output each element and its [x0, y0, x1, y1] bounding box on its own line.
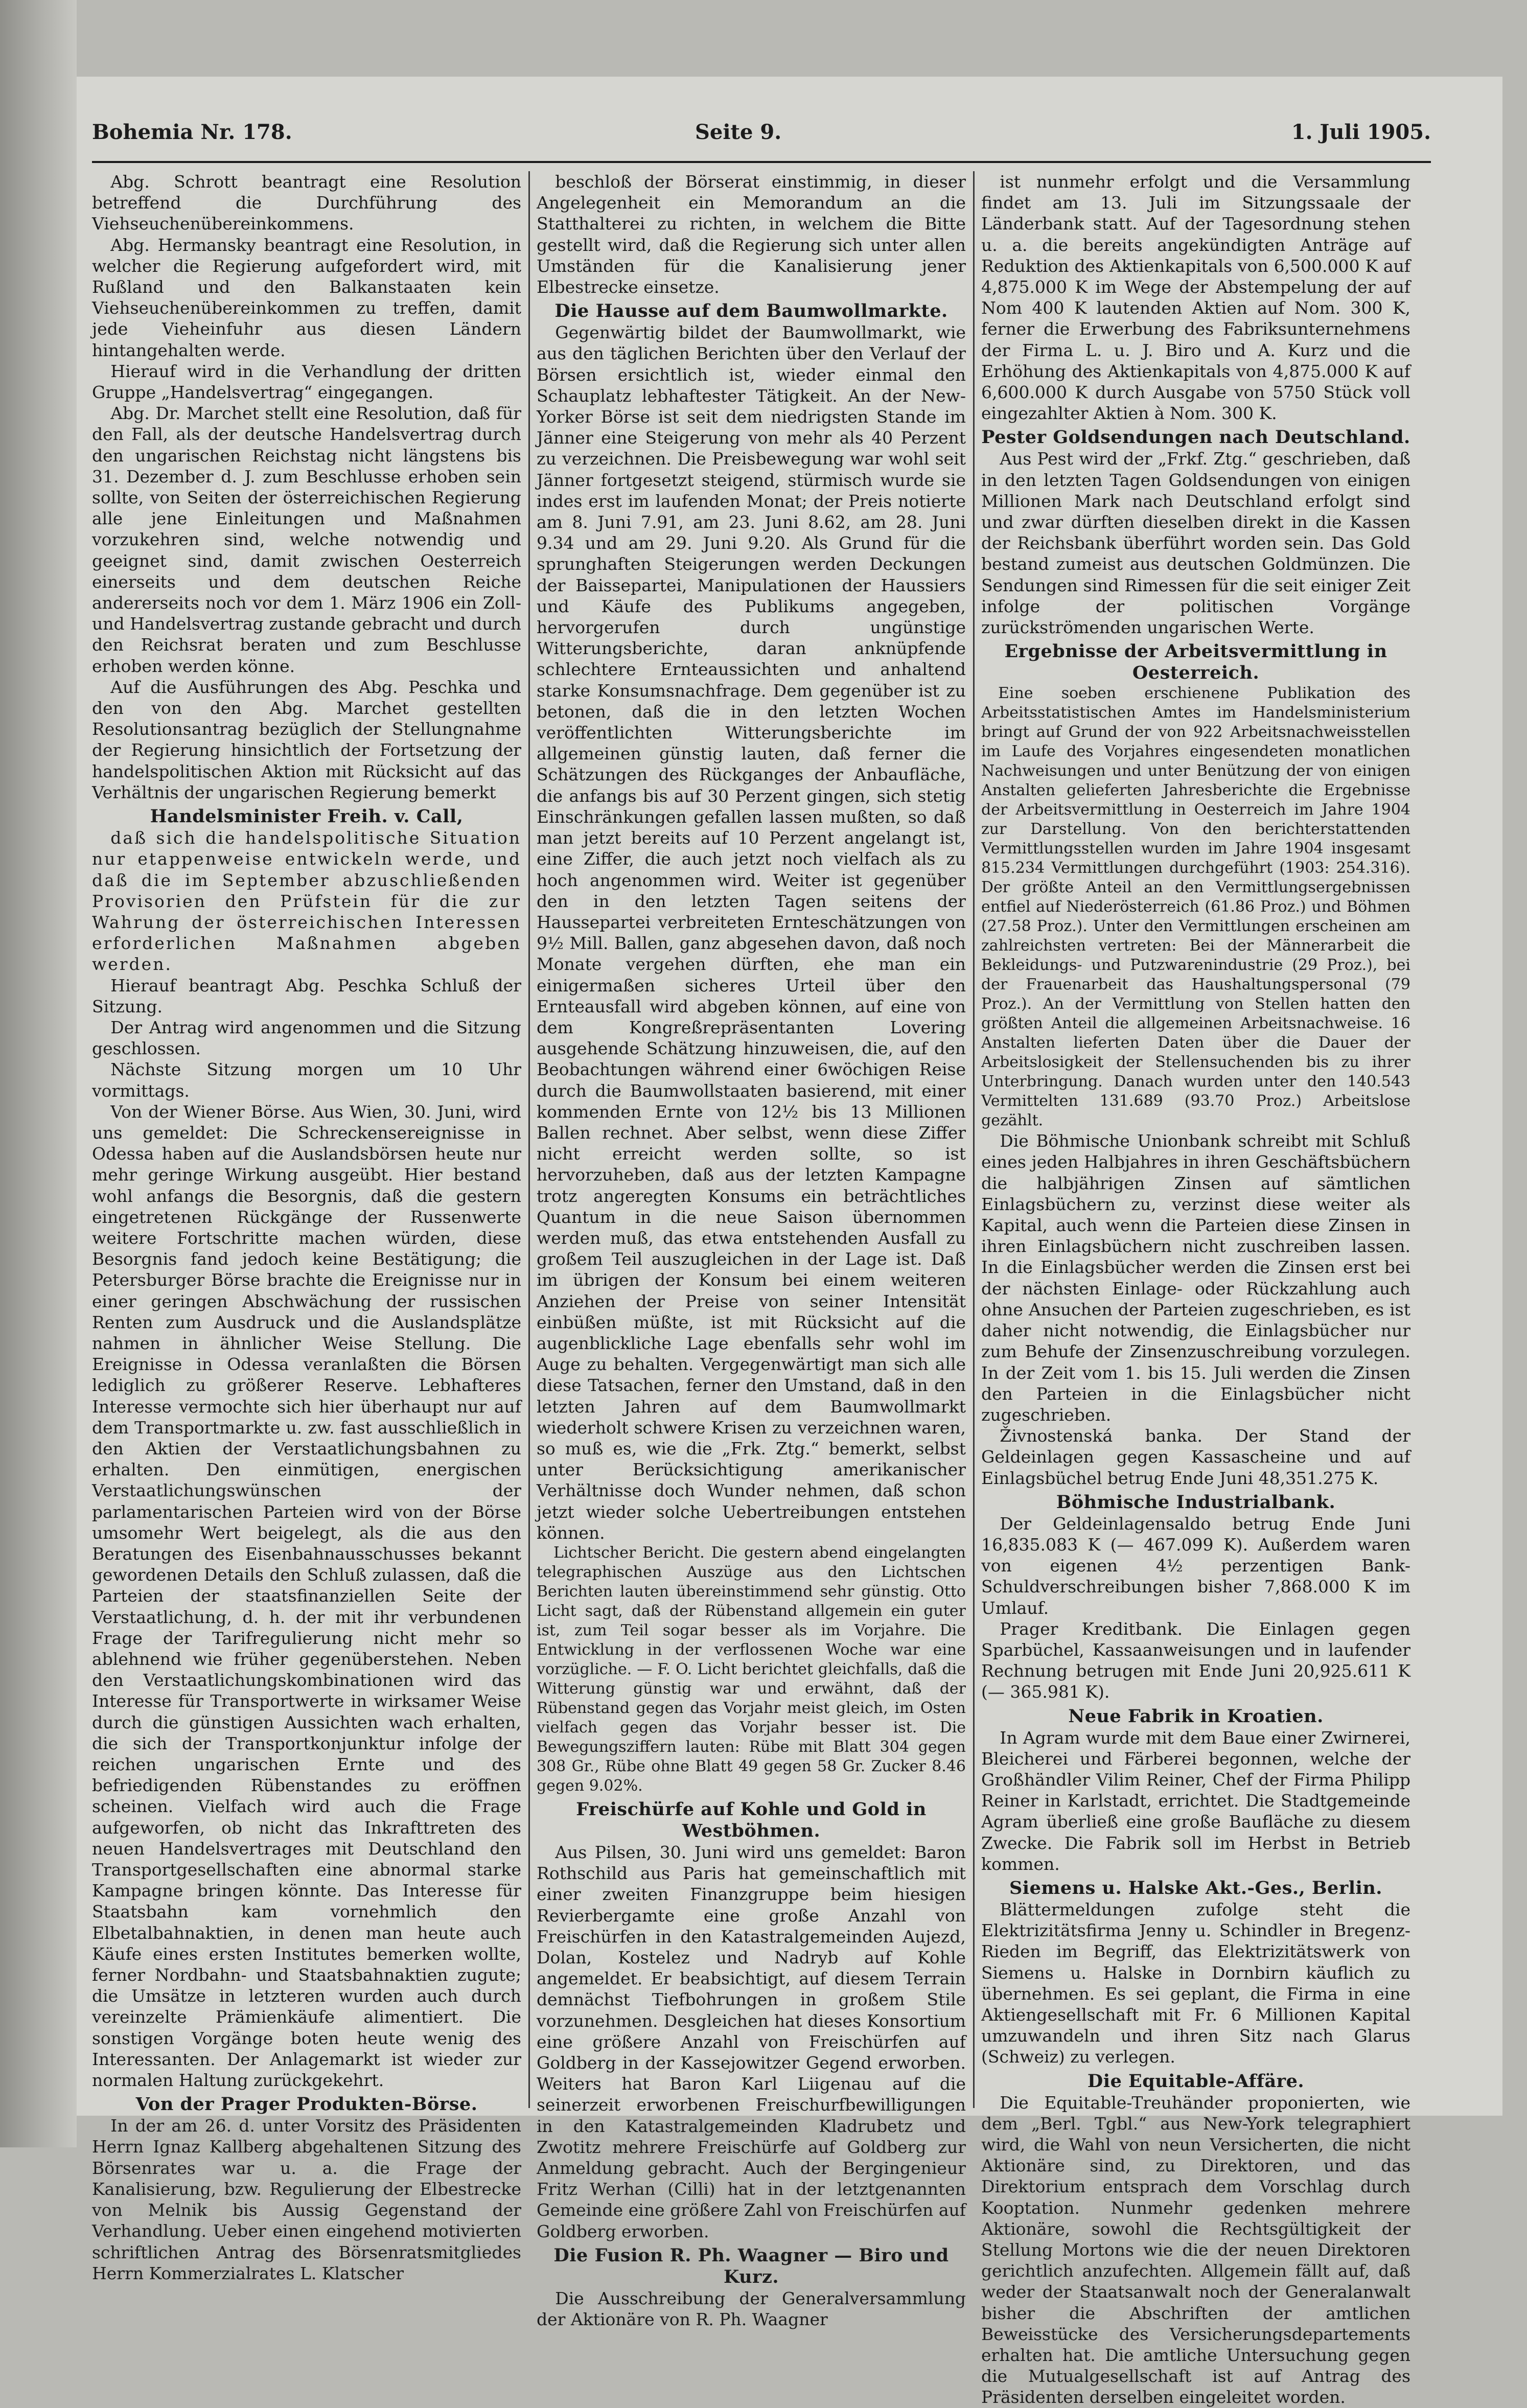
column-divider	[528, 171, 530, 2108]
article-paragraph: Abg. Hermansky beantragt eine Resolution, in welcher die Regierung aufgefordert wird, mit Rußland und den Balkanstaaten kein Viehseuchenübereinkommen zu treffen, damit jede Vieheinfuhr aus diesen Ländern hintangehalten werde.	[92, 235, 521, 360]
article-paragraph: Hierauf beantragt Abg. Peschka Schluß der Sitzung.	[92, 975, 521, 1016]
article-paragraph: Eine soeben erschienene Publikation des Arbeitsstatistischen Amtes im Handelsministerium bringt auf Grund der von 922 Arbeitsnachweisstellen im Laufe des Vorjahres eingesendeten monatlichen Nachweisungen und unter Benützung der von einigen Anstalten gelieferten Jahresberichte die Ergebnisse der Arbeitsvermittlung in Oesterreich im Jahre 1904 zur Darstellung. Von den berichterstattenden Vermittlungsstellen wurden im Jahre 1904 insgesamt 815.234 Vermittlungen durchgeführt (1903: 254.316). Der größte Anteil an den Vermittlungsergebnissen entfiel auf Niederösterreich (61.86 Proz.) und Böhmen (27.58 Proz.). Unter den Vermittlungen erscheinen am zahlreichsten vertreten: Bei der Männerarbeit die Bekleidungs- und Putzwarenindustrie (29 Proz.), bei der Frauenarbeit das Haushaltungspersonal (79 Proz.). An der Vermittlung von Stellen hatten den größten Anteil die allgemeinen Arbeitsnachweise. 16 Anstalten lieferten Daten über die Dauer der Arbeitslosigkeit der Stellensuchenden bis zu ihrer Unterbringung. Danach wurden unter den 140.543 Vermittelten 131.689 (93.70 Proz.) Arbeitslose gezählt.	[981, 684, 1410, 1130]
issue-date: 1. Juli 1905.	[1291, 120, 1431, 144]
column-1	[92, 171, 521, 2283]
article-paragraph: Von der Wiener Börse. Aus Wien, 30. Juni, wird uns gemeldet: Die Schreckensereignisse in Odessa haben auf die Auslandsbörsen heute nur mehr geringe Wirkung ausgeübt. Hier bestand wohl anfangs die Besorgnis, daß die gestern eingetretenen Rückgänge der Russenwerte weitere Fortschritte machen würden, diese Besorgnis fand jedoch keine Bestätigung; die Petersburger Börse brachte die Ereignisse nur in einer geringen Abschwächung der russischen Renten zum Ausdruck und die Auslandsplätze nahmen in ähnlicher Weise Stellung. Die Ereignisse in Odessa veranlaßten die Börsen lediglich zu größerer Reserve. Lebhafteres Interesse vermochte sich hier überhaupt nur auf dem Transportmarkte u. zw. fast ausschließlich in den Aktien der Verstaatlichungsbahnen zu erhalten. Den einmütigen, energischen Verstaatlichungswünschen der parlamentarischen Parteien wird von der Börse umsomehr Wert beigelegt, als die aus den Beratungen des Eisenbahnausschusses bekannt gewordenen Details den Schluß zulassen, daß die Parteien der staatsfinanziellen Seite der Verstaatlichung, d. h. der mit ihr verbundenen Frage der Tarifregulierung nicht mehr so ablehnend wie früher gegenüberstehen. Neben den Verstaatlichungskombinationen wird das Interesse für Transportwerte in wirksamer Weise durch die günstigen Aussichten wach erhalten, die sich der Transportkonjunktur infolge der reichen ungarischen Ernte und des befriedigenden Rübenstandes zu eröffnen scheinen. Vielfach wird auch die Frage aufgeworfen, ob nicht das Inkrafttreten des neuen Handelsvertrages mit Deutschland den Transportgesellschaften eine abnormal starke Kampagne bringen könnte. Das Interesse für Staatsbahn kam vornehmlich den Elbetalbahnaktien, in denen man heute auch Käufe eines ersten Institutes bemerken wollte, ferner Nordbahn- und Staatsbahnaktien zugute; die Umsätze in letzteren wurden auch durch vereinzelte Prämienkäufe alimentiert. Die sonstigen Vorgänge boten heute wenig des Interessanten. Der Anlagemarkt ist wieder zur normalen Haltung zurückgekehrt.	[92, 1101, 521, 2091]
article-paragraph: Prager Kreditbank. Die Einlagen gegen Sparbüchel, Kassaanweisungen und in laufender Rechnung betrugen mit Ende Juni 20,925.611 K (— 365.981 K).	[981, 1618, 1410, 1702]
article-paragraph: beschloß der Börserat einstimmig, in dieser Angelegenheit ein Memorandum an die Statthalterei zu richten, in welchem die Bitte gestellt wird, daß die Regierung sich unter allen Umständen für die Kanalisierung jener Elbestrecke einsetze.	[537, 172, 966, 297]
section-heading: Böhmische Industrialbank.	[1056, 1491, 1336, 1513]
article-paragraph: daß sich die handelspolitische Situation nur etappenweise entwickeln werde, und daß die im September abzuschließenden Provisorien den Prüfstein für die zur Wahrung der österreichischen Interessen erforderlichen Maßnahmen abgeben werden.	[92, 828, 521, 975]
article-paragraph: Blättermeldungen zufolge steht die Elektrizitätsfirma Jenny u. Schindler in Bregenz-Rieden im Begriff, das Elektrizitätswerk von Siemens u. Halske in Dornbirn käuflich zu übernehmen. Es sei geplant, die Firma in eine Aktiengesellschaft mit Fr. 6 Millionen Kapital umzuwandeln und ihren Sitz nach Glarus (Schweiz) zu verlegen.	[981, 1899, 1410, 2067]
column-2	[537, 171, 966, 2330]
article-paragraph: Die Ausschreibung der Generalversammlung der Aktionäre von R. Ph. Waagner	[537, 2288, 966, 2330]
article-paragraph: Aus Pest wird der „Frkf. Ztg.“ geschrieben, daß in den letzten Tagen Goldsendungen von einigen Millionen Mark nach Deutschland erfolgt sind und zwar dürften dieselben direkt in die Kassen der Reichsbank überführt worden sein. Das Gold bestand zumeist aus deutschen Goldmünzen. Die Sendungen sind Rimessen für die seit einiger Zeit infolge der politischen Vorgänge zurückströmenden ungarischen Werte.	[981, 449, 1410, 638]
page-header	[92, 120, 1431, 156]
column-divider	[973, 171, 975, 2108]
article-paragraph: Die Equitable-Treuhänder proponierten, wie dem „Berl. Tgbl.“ aus New-York telegraphiert wird, die Wahl von neun Versicherten, die nicht Aktionäre sind, zu Direktoren, und das Direktorium entsprach dem Vorschlag durch Kooptation. Nunmehr gedenken mehrere Aktionäre, sowohl die Rechtsgültigkeit der Stellung Mortons wie die der neuen Direktoren gerichtlich anzufechten. Allgemein fällt auf, daß weder der Staatsanwalt noch der Generalanwalt bisher die Abschriften der amtlichen Beweisstücke des Versicherungsdepartements erhalten hat. Die amtliche Untersuchung gegen die Mutualgesellschaft ist auf Antrag des Präsidenten derselben eingeleitet worden.	[981, 2092, 1410, 2407]
article-paragraph: Živnostenská banka. Der Stand der Geldeinlagen gegen Kassascheine und auf Einlagsbüchel betrug Ende Juni 48,351.275 K.	[981, 1426, 1410, 1488]
speaker-heading: Handelsminister Freih. v. Call,	[150, 806, 464, 827]
article-paragraph: Nächste Sitzung morgen um 10 Uhr vormittags.	[92, 1059, 521, 1101]
article-paragraph: In Agram wurde mit dem Baue einer Zwirnerei, Bleicherei und Färberei begonnen, welche der Großhändler Vilim Reiner, Chef der Firma Philipp Reiner in Karlstadt, errichtet. Die Stadtgemeinde Agram überließ eine große Baufläche zu diesem Zwecke. Die Fabrik soll im Herbst in Betrieb kommen.	[981, 1727, 1410, 1874]
newspaper-issue: Bohemia Nr. 178.	[92, 120, 292, 144]
book-binding-edge	[0, 0, 77, 2147]
article-paragraph: Die Böhmische Unionbank schreibt mit Schluß eines jeden Halbjahres in ihren Geschäftsbüchern die halbjährigen Zinsen auf sämtlichen Einlagsbüchern zu, verzinst diese weiter als Kapital, auch wenn die Parteien diese Zinsen in ihren Einlagsbüchern nicht zuschreiben lassen. In die Einlagsbücher werden die Zinsen erst bei der nächsten Einlage- oder Rückzahlung auch ohne Ansuchen der Parteien zugeschrieben, es ist daher nicht notwendig, die Einlagsbücher nur zum Behufe der Zinsenzuschreibung vorzulegen. In der Zeit vom 1. bis 15. Juli werden die Zinsen den Parteien in die Einlagsbücher nicht zugeschrieben.	[981, 1131, 1410, 1425]
article-paragraph: Abg. Dr. Marchet stellt eine Resolution, daß für den Fall, als der deutsche Handelsvertrag durch den ungarischen Reichstag nicht längstens bis 31. Dezember d. J. zum Beschlusse erhoben sein sollte, von Seiten der österreichischen Regierung alle jene Einleitungen und Maßnahmen vorzukehren sind, welche notwendig und geeignet sind, damit zwischen Oesterreich einerseits und dem deutschen Reiche andererseits noch vor dem 1. März 1906 ein Zoll- und Handelsvertrag zustande gebracht und durch den Reichsrat beraten und zum Beschlusse erhoben werden könne.	[92, 403, 521, 676]
newspaper-page	[77, 77, 1502, 2407]
article-paragraph: Aus Pilsen, 30. Juni wird uns gemeldet: Baron Rothschild aus Paris hat gemeinschaftlich mit einer zweiten Finanzgruppe beim hiesigen Revierbergamte eine große Anzahl von Freischürfen in den Katastralgemeinden Aujezd, Dolan, Kostelez und Nadryb auf Kohle angemeldet. Er beabsichtigt, auf diesem Terrain demnächst Tiefbohrungen in großem Stile vorzunehmen. Desgleichen hat dieses Konsortium eine größere Anzahl von Freischürfen auf Goldberg in der Kassejowitzer Gegend erworben. Weiters hat Baron Karl Liigenau auf die seinerzeit erworbenen Freischurfbewilligungen in den Katastralgemeinden Kladrubetz und Zwotitz mehrere Freischürfe auf Goldberg zur Anmeldung gebracht. Auch der Bergingenieur Fritz Werhan (Cilli) hat in der letztgenannten Gemeinde eine größere Zahl von Freischürfen auf Goldberg erworben.	[537, 1842, 966, 2241]
page-number: Seite 9.	[695, 120, 782, 144]
section-heading: Neue Fabrik in Kroatien.	[1068, 1705, 1324, 1727]
section-heading: Die Hausse auf dem Baumwollmarkte.	[554, 300, 948, 322]
article-paragraph: Abg. Schrott beantragt eine Resolution betreffend die Durchführung des Viehseuchenübereinkommens.	[92, 172, 521, 234]
section-heading: Freischürfe auf Kohle und Gold in Westböhmen.	[576, 1799, 927, 1841]
section-heading: Pester Goldsendungen nach Deutschland.	[981, 427, 1410, 448]
header-rule	[92, 161, 1431, 163]
article-paragraph: Der Geldeinlagensaldo betrug Ende Juni 16,835.083 K (— 467.099 K). Außerdem waren von eigenen 4½ perzentigen Bank-Schuldverschreibungen bisher 7,868.000 K im Umlauf.	[981, 1513, 1410, 1618]
section-heading: Die Equitable-Affäre.	[1087, 2070, 1305, 2092]
section-heading: Ergebnisse der Arbeitsvermittlung in Oesterreich.	[1004, 641, 1387, 684]
article-paragraph: Auf die Ausführungen des Abg. Peschka und den von den Abg. Marchet gestellten Resolutionsantrag bezüglich der Stellungnahme der Regierung hinsichtlich der Fortsetzung der handelspolitischen Aktion mit Rücksicht auf das Verhältnis der ungarischen Regierung bemerkt	[92, 677, 521, 802]
column-3	[981, 171, 1410, 2407]
article-paragraph: In der am 26. d. unter Vorsitz des Präsidenten Herrn Ignaz Kallberg abgehaltenen Sitzung des Börsenrates war u. a. die Frage der Kanalisierung, bzw. Regulierung der Elbestrecke von Melnik bis Aussig Gegenstand der Verhandlung. Ueber einen eingehend motivierten schriftlichen Antrag des Börsenratsmitgliedes Herrn Kommerzialrates L. Klatscher	[92, 2116, 521, 2283]
section-heading: Von der Prager Produkten-Börse.	[135, 2094, 478, 2115]
article-paragraph: Hierauf wird in die Verhandlung der dritten Gruppe „Handelsvertrag“ eingegangen.	[92, 361, 521, 403]
section-heading: Die Fusion R. Ph. Waagner — Biro und Kurz.	[553, 2244, 949, 2287]
article-paragraph: Gegenwärtig bildet der Baumwollmarkt, wie aus den täglichen Berichten über den Verlauf der Börsen ersichtlich ist, wieder einmal den Schauplatz lebhaftester Tätigkeit. An der New-Yorker Börse ist seit dem niedrigsten Stande im Jänner eine Steigerung von mehr als 40 Perzent zu verzeichnen. Die Preisbewegung war wohl seit Jänner fortgesetzt steigend, stürmisch wurde sie indes erst im laufenden Monat; der Preis notierte am 8. Juni 7.91, am 23. Juni 8.62, am 28. Juni 9.34 und am 29. Juni 9.20. Als Grund für die sprunghaften Steigerungen werden Deckungen der Baissepartei, Manipulationen der Haussiers und Käufe des Publikums angegeben, hervorgerufen durch ungünstige Witterungsberichte, daran anknüpfende schlechtere Ernteaussichten und anhaltend starke Konsumsnachfrage. Dem gegenüber ist zu betonen, daß die in den letzten Wochen veröffentlichten Witterungsberichte im allgemeinen günstig lauten, daß ferner die Schätzungen des Rückganges der Anbaufläche, die anfangs bis auf 30 Perzent gingen, sich stetig Einschränkungen gefallen lassen mußten, so daß man jetzt bereits auf 10 Perzent angelangt ist, eine Ziffer, die auch jetzt noch vielfach als zu hoch angenommen wird. Weiter ist gegenüber den in den letzten Tagen seitens der Haussepartei verbreiteten Ernteschätzungen von 9½ Mill. Ballen, ganz abgesehen davon, daß noch Monate vergehen dürften, ehe man ein einigermaßen sicheres Urteil über den Ernteausfall wird abgeben können, auf eine von dem Kongreßrepräsentanten Lovering ausgehende Schätzung hinzuweisen, die, auf den Beobachtungen während einer 6wöchigen Reise durch die Baumwollstaaten basierend, mit einer kommenden Ernte von 12½ bis 13 Millionen Ballen rechnet. Aber selbst, wenn diese Ziffer nicht erreicht werden sollte, so ist hervorzuheben, daß aus der letzten Kampagne trotz angeregten Konsums ein beträchtliches Quantum in die neue Saison übernommen werden muß, das etwa entstehenden Ausfall zu großem Teil auszugleichen in der Lage ist. Daß im übrigen der Konsum bei einem weiteren Anziehen der Preise von seiner Intensität einbüßen müßte, ist mit Rücksicht auf die augenblickliche Lage ebenfalls sehr wohl im Auge zu behalten. Vergegenwärtigt man sich alle diese Tatsachen, ferner den Umstand, daß in den letzten Jahren auf dem Baumwollmarkt wiederholt schwere Krisen zu verzeichnen waren, so muß es, wie die „Frk. Ztg.“ bemerkt, selbst unter Berücksichtigung amerikanischer Verhältnisse doch Wunder nehmen, daß schon jetzt wieder solche Uebertreibungen entstehen können.	[537, 322, 966, 1543]
article-paragraph: Der Antrag wird angenommen und die Sitzung geschlossen.	[92, 1017, 521, 1059]
section-heading: Siemens u. Halske Akt.-Ges., Berlin.	[1009, 1877, 1382, 1898]
article-paragraph: Lichtscher Bericht. Die gestern abend eingelangten telegraphischen Auszüge aus den Lichtschen Berichten lauten übereinstimmend sehr günstig. Otto Licht sagt, daß der Rübenstand allgemein ein guter ist, zum Teil sogar besser als im Vorjahre. Die Entwicklung in der verflossenen Woche war eine vorzügliche. — F. O. Licht berichtet gleichfalls, daß die Witterung günstig war und erwähnt, daß der Rübenstand gegen das Vorjahr meist gleich, im Osten vielfach gegen das Vorjahr besser ist. Die Bewegungsziffern lauten: Rübe mit Blatt 304 gegen 308 Gr., Rübe ohne Blatt 49 gegen 58 Gr. Zucker 8.46 gegen 9.02%.	[537, 1544, 966, 1795]
article-paragraph: ist nunmehr erfolgt und die Versammlung findet am 13. Juli im Sitzungssaale der Länderbank statt. Auf der Tagesordnung stehen u. a. die bereits angekündigten Anträge auf Reduktion des Aktienkapitals von 6,500.000 K auf 4,875.000 K im Wege der Abstempelung der auf Nom 400 K lautenden Aktien auf Nom. 300 K, ferner die Erwerbung des Fabriksunternehmens der Firma L. u. J. Biro und A. Kurz und die Erhöhung des Aktienkapitals von 4,875.000 K auf 6,600.000 K durch Ausgabe von 5750 Stück voll eingezahlter Aktien à Nom. 300 K.	[981, 172, 1410, 424]
